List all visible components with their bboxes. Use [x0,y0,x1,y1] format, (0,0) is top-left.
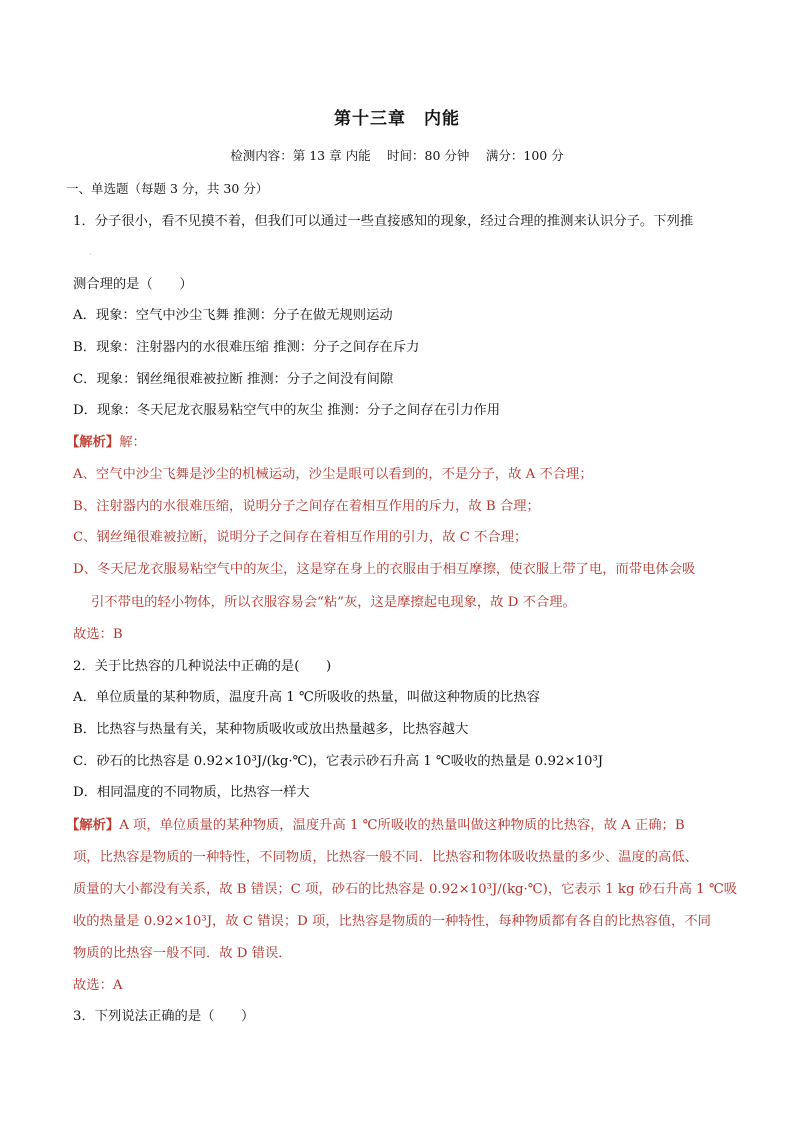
q2-analysis-line4: 收的热量是 0.92×10³J，故 C 错误；D 项，比热容是物质的一种特性，每种物质都有各自的比热容值，不同 [73,914,711,929]
q1-answer: 故选：B [73,627,123,642]
q2-option-c: C．砂石的比热容是 0.92×10³J/(kg·℃)，它表示砂石升高 1 ℃吸收的热量是 0.92×10³J [73,754,604,769]
q2-analysis-line5: 物质的比热容一般不同．故 D 错误． [73,946,292,961]
q3-stem: 3．下列说法正确的是（ ） [73,1009,255,1024]
q1-option-d: D．现象：冬天尼龙衣服易粘空气中的灰尘 推测：分子之间存在引力作用 [73,403,501,418]
exam-info: 检测内容：第 13 章 内能 时间：80 分钟 满分：100 分 [230,148,564,163]
analysis-tag: 【解析】 [66,818,120,833]
q2-stem: 2．关于比热容的几种说法中正确的是( ) [73,659,332,674]
q1-analysis-d2: 引不带电的轻小物体，所以衣服容易会“粘”灰，这是摩擦起电现象，故 D 不合理。 [91,595,576,610]
q1-option-b: B．现象：注射器内的水很难压缩 推测：分子之间存在斥力 [73,340,420,355]
q1-analysis-a: A、空气中沙尘飞舞是沙尘的机械运动，沙尘是眼可以看到的，不是分子，故 A 不合理； [73,467,593,482]
stray-dot: · [89,250,92,259]
q1-stem-line2: 测合理的是（ ） [73,277,193,292]
q2-analysis-text1: A 项，单位质量的某种物质，温度升高 1 ℃所吸收的热量叫做这种物质的比热容，故 A 正确；B [119,818,685,833]
q1-stem-line1: 1．分子很小，看不见摸不着，但我们可以通过一些直接感知的现象，经过合理的推测来认识分子。下列推 [73,214,694,229]
section-heading: 一、单选题（每题 3 分，共 30 分） [66,181,269,196]
q2-option-a: A．单位质量的某种物质，温度升高 1 ℃所吸收的热量，叫做这种物质的比热容 [73,690,540,705]
q2-option-d: D．相同温度的不同物质，比热容一样大 [73,785,310,800]
q1-analysis-heading [66,431,146,450]
q1-analysis-d1: D、冬天尼龙衣服易粘空气中的灰尘，这是穿在身上的衣服由于相互摩擦，使衣服上带了电，而带电体会吸 [73,562,696,577]
analysis-tag: 【解析】 [66,435,120,450]
q1-analysis-b: B、注射器内的水很难压缩，说明分子之间存在着相互作用的斥力，故 B 合理； [73,499,540,514]
q2-analysis-line3: 质量的大小都没有关系，故 B 错误；C 项，砂石的比热容是 0.92×10³J/(kg·℃)，它表示 1 kg 砂石升高 1 ℃吸 [73,882,737,897]
analysis-head: 解： [119,435,146,450]
q2-option-b: B．比热容与热量有关，某种物质吸收或放出热量越多，比热容越大 [73,722,469,737]
q1-analysis-c: C、钢丝绳很难被拉断，说明分子之间存在着相互作用的引力，故 C 不合理； [73,530,528,545]
chapter-title: 第十三章 内能 [334,109,460,129]
q2-answer: 故选：A [73,978,123,993]
q1-option-c: C．现象：钢丝绳很难被拉断 推测：分子之间没有间隙 [73,372,394,387]
q1-option-a: A．现象：空气中沙尘飞舞 推测：分子在做无规则运动 [73,308,393,323]
q2-analysis-line2: 项，比热容是物质的一种特性，不同物质，比热容一般不同．比热容和物体吸收热量的多少、温度的高低、 [73,850,698,865]
q2-analysis-line1 [66,814,685,833]
